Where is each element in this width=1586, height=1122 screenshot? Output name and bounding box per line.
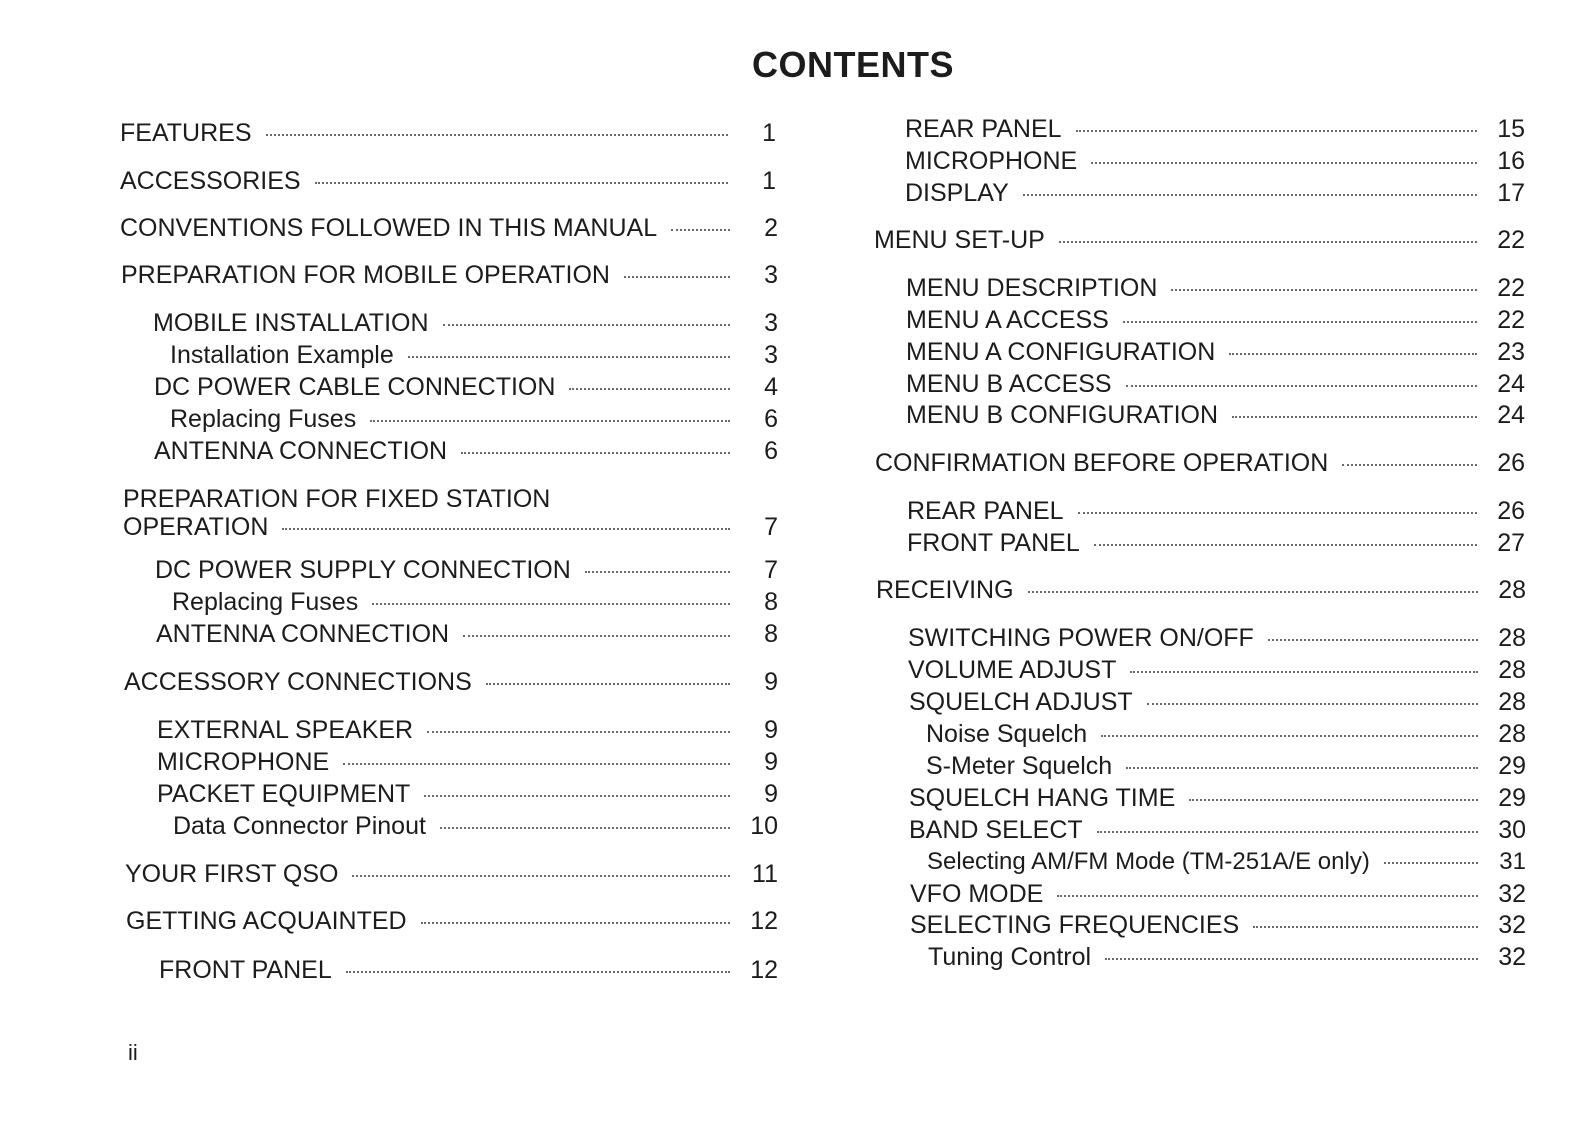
toc-entry[interactable] — [876, 574, 1526, 606]
toc-entry-page: 8 — [764, 620, 778, 648]
toc-leader-dots — [1130, 670, 1478, 673]
toc-entry-page: 26 — [1497, 449, 1525, 477]
toc-entry-label: DC POWER SUPPLY CONNECTION — [155, 556, 571, 584]
toc-entry-page: 27 — [1497, 529, 1525, 557]
toc-leader-dots — [1076, 129, 1477, 132]
toc-entry[interactable] — [910, 878, 1526, 910]
toc-leader-dots — [1059, 240, 1477, 243]
toc-entry-page: 17 — [1497, 179, 1525, 207]
toc-entry-page: 2 — [764, 214, 778, 242]
toc-entry-label: SELECTING FREQUENCIES — [910, 911, 1240, 939]
toc-entry-page: 9 — [764, 748, 778, 776]
toc-entry[interactable] — [909, 814, 1526, 846]
toc-leader-dots — [1268, 638, 1478, 641]
toc-entry-label: MENU A CONFIGURATION — [906, 338, 1216, 366]
toc-entry-label: ACCESSORY CONNECTIONS — [124, 668, 472, 696]
toc-entry-page: 23 — [1497, 338, 1525, 366]
toc-entry[interactable] — [926, 750, 1526, 782]
toc-entry-page: 22 — [1497, 226, 1525, 254]
toc-entry-label: FEATURES — [120, 119, 252, 147]
toc-entry-label: OPERATION — [123, 513, 269, 541]
toc-entry-label: DC POWER CABLE CONNECTION — [154, 373, 556, 401]
toc-leader-dots — [1189, 798, 1478, 801]
toc-entry-page: 9 — [764, 780, 778, 808]
toc-entry-page: 28 — [1498, 624, 1526, 652]
toc-entry[interactable] — [909, 782, 1526, 814]
toc-entry-label: REAR PANEL — [905, 115, 1062, 143]
toc-entry-label: MOBILE INSTALLATION — [153, 309, 429, 337]
toc-entry-label: SWITCHING POWER ON/OFF — [908, 624, 1254, 652]
toc-entry-label: ANTENNA CONNECTION — [156, 620, 450, 648]
toc-entry-page: 24 — [1497, 370, 1525, 398]
toc-entry-page: 12 — [750, 907, 778, 935]
toc-entry-page: 26 — [1497, 497, 1525, 525]
toc-entry-page: 7 — [764, 513, 778, 541]
toc-leader-dots — [1028, 590, 1478, 593]
toc-leader-dots — [1342, 463, 1477, 466]
toc-entry-page: 28 — [1498, 656, 1526, 684]
toc-leader-dots — [1101, 734, 1478, 737]
toc-leader-dots — [1232, 415, 1477, 418]
toc-entry-label: MENU SET-UP — [874, 226, 1045, 254]
toc-leader-dots — [1094, 543, 1477, 546]
toc-entry-page: 11 — [752, 860, 778, 888]
toc-entry[interactable] — [905, 113, 1525, 145]
toc-entry-label: EXTERNAL SPEAKER — [157, 716, 414, 744]
toc-entry[interactable] — [910, 909, 1526, 941]
toc-entry-label: MICROPHONE — [157, 748, 330, 776]
toc-entry[interactable] — [908, 654, 1526, 686]
toc-leader-dots — [1229, 352, 1477, 355]
toc-entry-label: Data Connector Pinout — [173, 812, 426, 840]
toc-entry-page: 22 — [1497, 274, 1525, 302]
toc-entry-page: 9 — [764, 716, 778, 744]
toc-entry[interactable] — [906, 304, 1525, 336]
toc-entry-page: 4 — [764, 373, 778, 401]
toc-entry-page: 12 — [750, 956, 778, 984]
toc-entry-label: CONVENTIONS FOLLOWED IN THIS MANUAL — [120, 214, 658, 242]
toc-leader-dots — [1023, 193, 1477, 196]
toc-entry-page: 16 — [1497, 147, 1525, 175]
toc-entry-page: 32 — [1498, 880, 1526, 908]
toc-leader-dots — [1091, 161, 1477, 164]
toc-entry-label: MENU B CONFIGURATION — [906, 401, 1219, 429]
toc-entry[interactable] — [874, 224, 1525, 256]
toc-entry-page: 3 — [764, 261, 778, 289]
toc-entry[interactable] — [909, 686, 1526, 718]
toc-entry-label: FRONT PANEL — [159, 956, 332, 984]
toc-entry-label: FRONT PANEL — [907, 529, 1080, 557]
toc-entry-page: 29 — [1498, 752, 1526, 780]
toc-entry-label: Tuning Control — [928, 943, 1092, 971]
toc-leader-dots — [1097, 830, 1478, 833]
toc-entry-label: YOUR FIRST QSO — [125, 860, 339, 888]
toc-entry[interactable] — [907, 495, 1525, 527]
toc-entry-page: 1 — [762, 167, 776, 195]
toc-leader-dots — [1147, 702, 1478, 705]
toc-entry-label: SQUELCH HANG TIME — [909, 784, 1176, 812]
toc-entry-label: VOLUME ADJUST — [908, 656, 1117, 684]
page-title: CONTENTS — [752, 44, 954, 85]
toc-entry-label: SQUELCH ADJUST — [909, 688, 1133, 716]
toc-entry-label: MENU DESCRIPTION — [906, 274, 1158, 302]
toc-leader-dots — [1384, 861, 1478, 864]
toc-entry-label: Noise Squelch — [926, 720, 1088, 748]
toc-entry[interactable] — [906, 336, 1525, 368]
toc-entry-page: 3 — [764, 309, 778, 337]
toc-entry-page: 28 — [1498, 688, 1526, 716]
toc-entry-page: 28 — [1498, 576, 1526, 604]
toc-leader-dots — [1057, 894, 1478, 897]
toc-entry-label: CONFIRMATION BEFORE OPERATION — [875, 449, 1329, 477]
toc-leader-dots — [1126, 384, 1477, 387]
toc-entry-label: BAND SELECT — [909, 816, 1083, 844]
toc-entry-page: 30 — [1498, 816, 1526, 844]
toc-entry-page: 32 — [1498, 911, 1526, 939]
toc-entry[interactable] — [926, 718, 1526, 750]
toc-leader-dots — [1123, 320, 1477, 323]
toc-leader-dots — [1078, 511, 1477, 514]
toc-entry-label: REAR PANEL — [907, 497, 1064, 525]
toc-entry-label: Installation Example — [170, 341, 394, 369]
toc-entry-label: S-Meter Squelch — [926, 752, 1113, 780]
toc-entry-label: PREPARATION FOR MOBILE OPERATION — [121, 261, 610, 289]
toc-entry-page: 7 — [764, 556, 778, 584]
toc-entry-label: Selecting AM/FM Mode (TM-251A/E only) — [927, 848, 1370, 875]
toc-leader-dots — [1253, 925, 1478, 928]
toc-entry-label: Replacing Fuses — [172, 588, 359, 616]
toc-entry[interactable] — [928, 941, 1526, 973]
toc-entry[interactable] — [906, 368, 1525, 400]
toc-entry[interactable] — [906, 272, 1525, 304]
toc-entry[interactable] — [906, 399, 1525, 431]
toc-entry-page: 15 — [1497, 115, 1525, 143]
toc-entry-page: 8 — [764, 588, 778, 616]
toc-leader-dots — [1126, 766, 1478, 769]
toc-entry-page: 9 — [764, 668, 778, 696]
toc-entry-page: 32 — [1498, 943, 1526, 971]
toc-entry-label: ANTENNA CONNECTION — [154, 437, 448, 465]
toc-entry-page: 1 — [762, 119, 776, 147]
toc-entry-page: 22 — [1497, 306, 1525, 334]
toc-entry-label: PACKET EQUIPMENT — [157, 780, 411, 808]
toc-entry-page: 31 — [1499, 848, 1526, 875]
toc-entry[interactable] — [905, 145, 1525, 177]
toc-entry-label: MENU A ACCESS — [906, 306, 1109, 334]
toc-entry[interactable] — [905, 177, 1525, 209]
toc-entry-label: MENU B ACCESS — [906, 370, 1112, 398]
toc-entry-label: GETTING ACQUAINTED — [126, 907, 407, 935]
toc-entry-label: VFO MODE — [910, 880, 1044, 908]
toc-leader-dots — [1171, 288, 1477, 291]
toc-entry-label: Replacing Fuses — [170, 405, 357, 433]
toc-entry-label-line1[interactable]: PREPARATION FOR FIXED STATION — [123, 485, 551, 513]
toc-entry-page: 3 — [764, 341, 778, 369]
toc-entry[interactable] — [927, 846, 1526, 878]
toc-leader-dots — [1105, 957, 1478, 960]
toc-entry-label: RECEIVING — [876, 576, 1014, 604]
toc-entry-page: 6 — [764, 405, 778, 433]
toc-entry-page: 29 — [1498, 784, 1526, 812]
toc-entry-page: 28 — [1498, 720, 1526, 748]
toc-entry-page: 24 — [1497, 401, 1525, 429]
toc-entry[interactable] — [907, 527, 1525, 559]
toc-entry-label: ACCESSORIES — [120, 167, 301, 195]
toc-entry-page: 6 — [764, 437, 778, 465]
toc-entry-label: MICROPHONE — [905, 147, 1078, 175]
toc-entry[interactable] — [908, 622, 1526, 654]
toc-entry-page: 10 — [750, 812, 778, 840]
toc-entry-label: DISPLAY — [905, 179, 1009, 207]
page-number: ii — [128, 1040, 138, 1065]
toc-entry[interactable] — [875, 447, 1525, 479]
